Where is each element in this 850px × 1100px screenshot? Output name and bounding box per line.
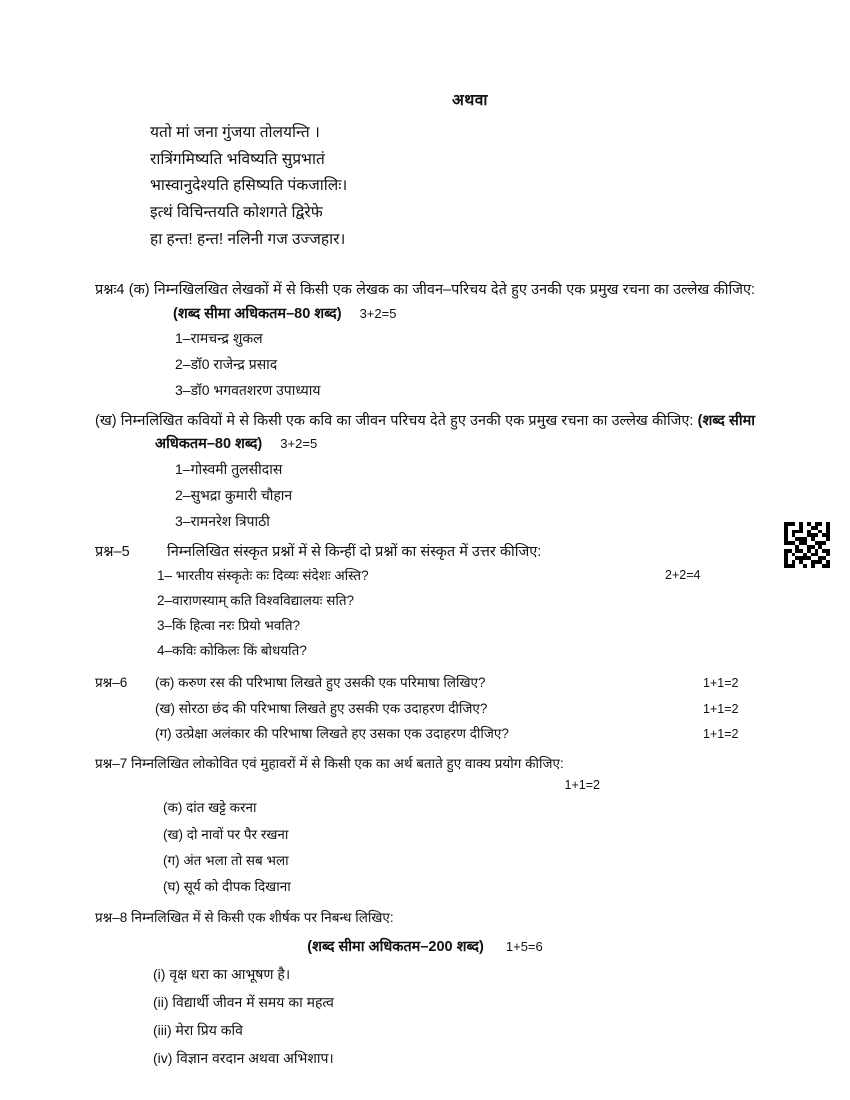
question-8-limit: (शब्द सीमा अधिकतम–200 शब्द) — [307, 939, 484, 956]
question-4a-body: निम्नखिलखित लेखकों में से किसी एक लेखक का जीवन–परिचय देते हुए उनकी एक प्रमुख रचना का उल्लेख कीजिए: — [153, 282, 756, 299]
question-4b — [95, 410, 755, 535]
verse-block — [150, 120, 755, 253]
list-item: 2–डॉ0 राजेन्द्र प्रसाद — [175, 356, 278, 373]
question-5-heading — [95, 541, 755, 564]
question-4b-limit: (शब्द सीमा अधिकतम–80 शब्द) — [155, 412, 755, 453]
question-4a — [95, 279, 755, 404]
verse-line: रात्रिंगमिष्यति भविष्यति सुप्रभातं — [150, 150, 325, 168]
question-5-body: निम्नलिखित संस्कृत प्रश्नों में से किन्हीं दो प्रश्नों का संस्कृत में उत्तर कीजिए: — [167, 543, 542, 560]
question-7-text — [95, 753, 755, 775]
question-4a-marks: 3+2=5 — [359, 305, 397, 321]
question-6-row-marks: 1+1=2 — [703, 727, 739, 742]
question-4b-label: (ख) — [95, 412, 117, 429]
list-item: 2–वाराणस्याम् कति विश्वविद्यालयः सति? — [157, 593, 355, 609]
question-7-body: निम्नलिखित लोकोवित एवं मुहावरों में से किसी एक का अर्थ बताते हुए वाक्य प्रयोग कीजिए: — [131, 756, 564, 772]
list-item-marks: 2+2=4 — [665, 568, 701, 583]
verse-line: हा हन्त! हन्त! नलिनी गज उज्जहार। — [150, 230, 346, 248]
question-6-row — [95, 696, 755, 722]
list-item: 1–गोस्वमी तुलसीदास — [175, 460, 283, 477]
list-item: 3–किं हित्वा नरः प्रियो भवति? — [157, 617, 301, 633]
question-6-row-text: (ग) उत्प्रेक्षा अलंकार की परिभाषा लिखते हए उसका एक उदाहरण दीजिए? — [155, 726, 509, 742]
verse-line: भास्वानुदेश्यति हसिष्यति पंकजालिः। — [150, 177, 348, 195]
question-4b-marks: 3+2=5 — [280, 436, 318, 452]
question-6-row — [95, 670, 755, 696]
list-item: (क) दांत खट्टे करना — [163, 800, 257, 816]
question-6-row-marks: 1+1=2 — [703, 675, 739, 690]
question-8-marks: 1+5=6 — [505, 939, 543, 955]
question-6-row-marks: 1+1=2 — [703, 701, 739, 716]
qr-code-icon — [784, 522, 830, 568]
list-item: (घ) सूर्य को दीपक दिखाना — [163, 879, 291, 895]
list-item: 2–सुभद्रा कुमारी चौहान — [175, 486, 293, 503]
question-6-row-text: (ख) सोरठा छंद की परिभाषा लिखते हुए उसकी एक उदाहरण दीजिए? — [155, 700, 488, 716]
list-item: 3–डॉ0 भगवतशरण उपाध्याय — [175, 382, 321, 399]
list-item: 4–कविः कोकिलः किं बोधयति? — [157, 642, 307, 658]
list-item: (ग) अंत भला तो सब भला — [163, 852, 289, 868]
question-4b-body: निम्नलिखित कवियों मे से किसी एक कवि का जीवन परिचय देते हुए उनकी एक प्रमुख रचना का उल्लेख कीजिए: — [120, 412, 694, 429]
question-4a-label: प्रश्नः4 (क) — [95, 282, 150, 299]
verse-line: यतो मां जना गुंजया तोलयन्ति । — [150, 124, 320, 141]
question-8-body: निम्नलिखित में से किसी एक शीर्षक पर निबन्ध लिखिए: — [131, 909, 394, 925]
list-item — [157, 564, 755, 589]
question-8-text — [95, 907, 755, 929]
question-4b-text — [95, 410, 755, 457]
question-4a-limit: (शब्द सीमा अधिकतम–80 शब्द) — [173, 305, 342, 322]
question-6-row — [95, 721, 755, 747]
question-8 — [95, 907, 755, 1072]
list-item: (i) वृक्ष धरा का आभूषण है। — [153, 965, 291, 982]
list-item: (ख) दो नावों पर पैर रखना — [163, 826, 289, 842]
question-5-label: प्रश्न–5 — [95, 543, 130, 560]
question-4a-text — [95, 279, 755, 326]
list-item: (iii) मेरा प्रिय कवि — [153, 1021, 243, 1038]
athava-heading: अथवा — [452, 92, 488, 109]
question-5 — [95, 541, 755, 664]
verse-line: इत्थं विचिन्तयति कोशगते द्विरेफे — [150, 203, 323, 221]
question-7 — [95, 753, 755, 900]
list-item: (iv) विज्ञान वरदान अथवा अभिशाप। — [153, 1049, 334, 1066]
question-7-label: प्रश्न–7 — [95, 756, 128, 772]
list-item-text: 1– भारतीय संस्कृतेः कः दिव्यः संदेशः अस्ति? — [157, 568, 369, 584]
list-item: 1–रामचन्द्र शुकल — [175, 330, 263, 347]
question-6 — [95, 670, 755, 747]
list-item: 3–रामनरेश त्रिपाठी — [175, 512, 270, 529]
question-8-label: प्रश्न–8 — [95, 909, 128, 925]
list-item: (ii) विद्यार्थी जीवन में समय का महत्व — [153, 993, 334, 1010]
question-6-row-text: (क) करुण रस की परिभाषा लिखते हुए उसकी एक परिमाषा लिखिए? — [155, 674, 486, 690]
question-8-limit-row — [95, 936, 755, 959]
question-7-marks: 1+1=2 — [564, 778, 600, 793]
question-6-label: प्रश्न–6 — [95, 674, 128, 690]
